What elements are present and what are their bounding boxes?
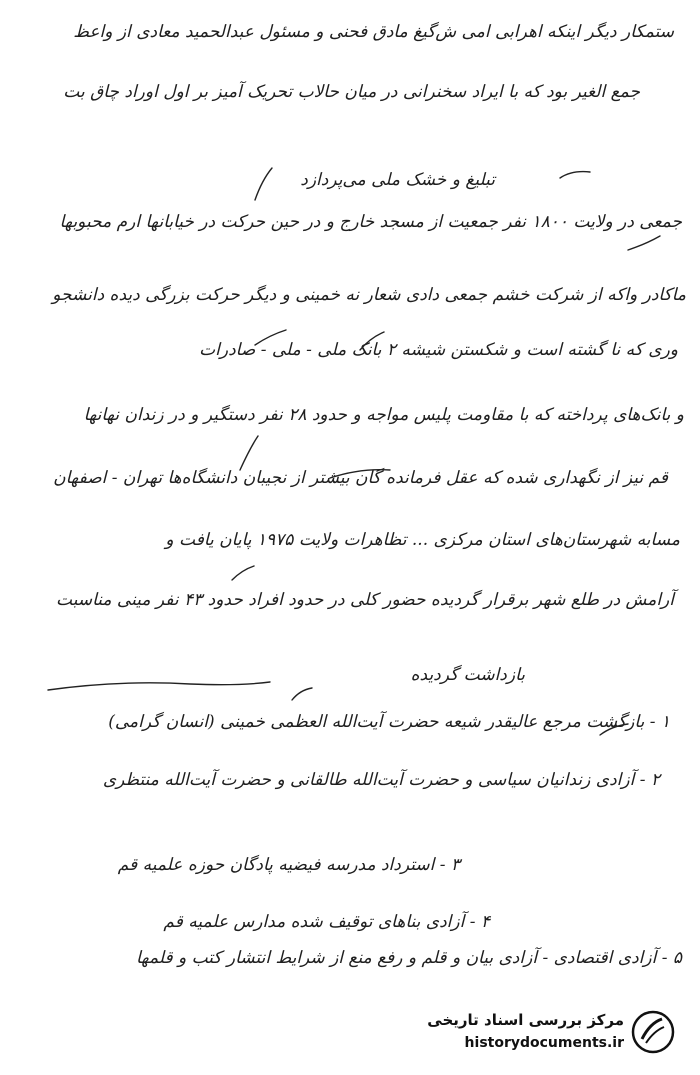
letter-line-10: آرامش در طلع شهر برقرار گردیده حضور کلی در حدود افراد حدود ۴۳ نفر مینی مناسبت	[56, 590, 674, 610]
letter-line-9: مسابه شهرستان‌های استان مرکزی ... تظاهرات ولایت ۱۹۷۵ پایان یافت و	[165, 530, 680, 550]
watermark-url: historydocuments.ir	[464, 1035, 624, 1051]
pen-stroke	[292, 688, 312, 700]
demand-item-4: ۴ - آزادی بناهای توقیف شده مدارس علمیه قم	[163, 912, 490, 932]
demand-item-2: ۲ - آزادی زندانیان سیاسی و حضرت آیت‌الله طالقانی و حضرت آیت‌الله منتظری	[102, 770, 660, 790]
document-archive-logo-icon	[630, 1009, 676, 1055]
archive-watermark	[380, 1003, 680, 1063]
letter-line-7: و بانک‌های پرداخته که با مقاومت پلیس مواجه و حدود ۲۸ نفر دستگیر و در زندان نهانها	[83, 405, 684, 425]
pen-stroke	[232, 566, 254, 580]
letter-line-11: بازداشت گردیده	[410, 665, 525, 685]
demand-item-5: ۵ - آزادی اقتصادی - آزادی بیان و قلم و رفع منع از شرایط انتشار کتب و قلمها	[135, 948, 682, 968]
pen-stroke	[560, 172, 590, 178]
letter-line-4: جمعی در ولایت ۱۸۰۰ نفر جمعیت از مسجد خارج و در حین حرکت در خیابانها ارم محبوبها	[59, 212, 682, 232]
demand-item-1: ۱ - بازگشت مرجع عالیقدر شیعه حضرت آیت‌الله العظمی خمینی (انسان گرامی)	[108, 712, 670, 732]
pen-stroke	[240, 436, 258, 470]
letter-line-3: تبلیغ و خشک ملی می‌پردازد	[300, 170, 495, 190]
pen-stroke	[255, 168, 272, 200]
letter-line-6: وری که نا گشته است و شکستن شیشه ۲ بانک ملی - ملی - صادرات	[199, 340, 678, 360]
pen-stroke	[48, 682, 270, 690]
watermark-title: مرکز بررسی اسناد تاریخی	[427, 1011, 624, 1029]
letter-line-8: قم نیز از نگهداری شده که عقل فرمانده گان بیشتر از نجیبان دانشگاه‌ها تهران - اصفهان	[53, 468, 668, 488]
letter-line-5: ماکادر واکه از شرکت خشم جمعی دادی شعار نه خمینی و دیگر حرکت بزرگی دیده دانشجو	[52, 285, 686, 305]
demand-item-3: ۳ - استرداد مدرسه فیضیه پادگان حوزه علمیه قم	[117, 855, 460, 875]
letter-line-2: جمع الغیر بود که با ایراد سخنرانی در میان حالاب تحریک آمیز بر اول اوراد چاق بت	[63, 82, 640, 102]
letter-line-1: ستمکار دیگر اینکه اهرابی امی ش‌گیغ مادق فحنی و مسئول عبدالحمید معادی از واعظ	[73, 22, 674, 42]
pen-stroke	[628, 236, 660, 250]
